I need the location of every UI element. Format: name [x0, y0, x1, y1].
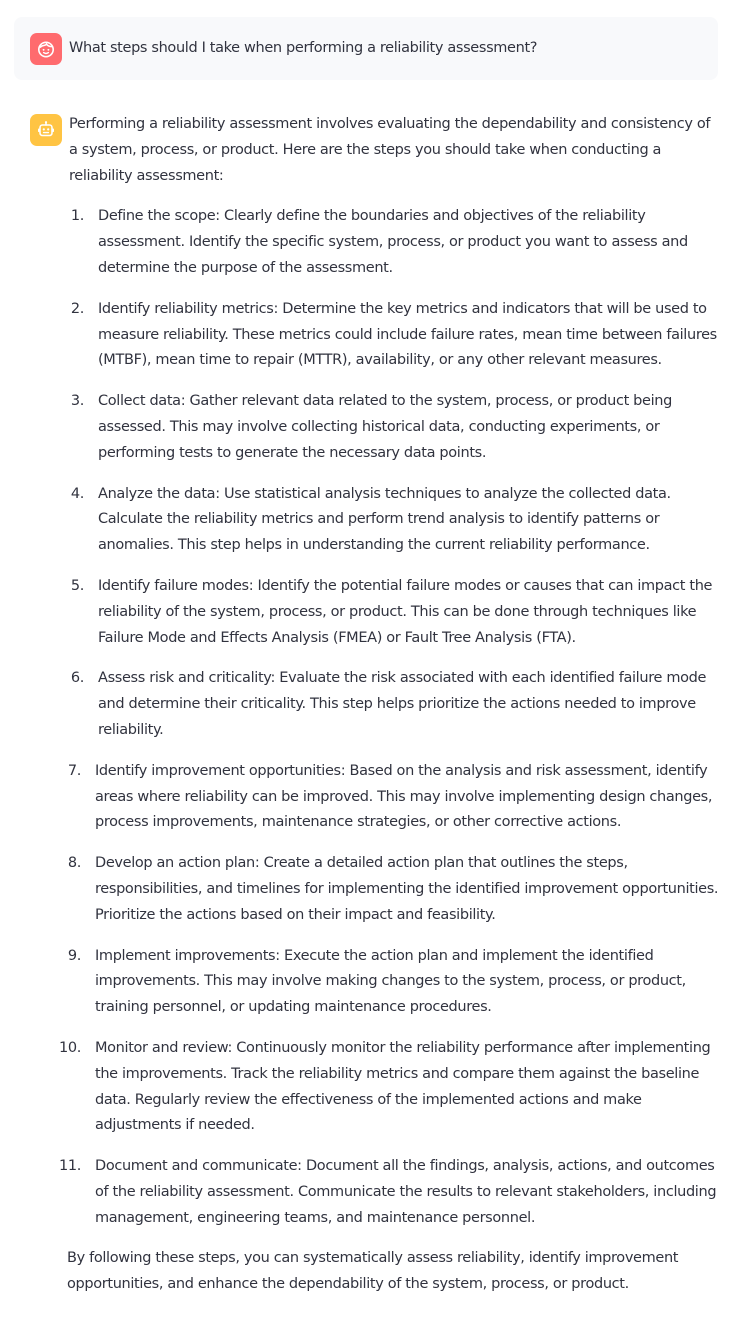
robot-icon [36, 120, 56, 140]
user-message-text: What steps should I take when performing a reliability assessment? [69, 40, 538, 56]
step-text: Implement improvements: Execute the action plan and implement the identified improvements. This may involve making changes to the system, process, or product, training personnel, or updating maintenance procedures. [95, 947, 686, 1016]
step-text: Identify reliability metrics: Determine the key metrics and indicators that will be used to measure reliability. These metrics could include failure rates, mean time between failures (MTBF), mean time to repair (MTTR), availability, or any other relevant measures. [98, 300, 717, 369]
step-number: 9. [67, 947, 81, 964]
list-item [69, 389, 719, 466]
assistant-avatar [30, 114, 62, 146]
step-number: 7. [67, 762, 81, 779]
user-face-icon [36, 39, 56, 59]
assistant-message [58, 112, 719, 1298]
assistant-outro: By following these steps, you can systematically assess reliability, identify improvement opportunities, and enhance the dependability of the system, process, or product. [67, 1250, 679, 1293]
step-number: 4. [70, 485, 84, 502]
step-number: 1. [70, 208, 84, 225]
list-item [69, 297, 719, 374]
list-item [58, 1036, 719, 1139]
step-number: 11. [58, 1158, 81, 1175]
step-number: 2. [70, 300, 84, 317]
list-item [69, 944, 719, 1021]
step-text: Identify failure modes: Identify the potential failure modes or causes that can impact the reliability of the system, process, or product. This can be done through techniques like Failure Mode and Effects Analysis (FMEA) or Fault Tree Analysis (FTA). [98, 577, 713, 646]
list-item [69, 482, 719, 559]
step-text: Monitor and review: Continuously monitor the reliability performance after implementing the improvements. Track the reliability metrics and compare them against the baseline data. Regularly review the effectiveness of the implemented actions and make adjustments if needed. [95, 1039, 711, 1134]
step-number: 10. [58, 1039, 81, 1056]
list-item [69, 204, 719, 281]
step-text: Assess risk and criticality: Evaluate the risk associated with each identified failure mode and determine their criticality. This step helps prioritize the actions needed to improve reliability. [98, 670, 707, 738]
user-avatar [30, 33, 62, 65]
steps-list [58, 204, 719, 1231]
list-item [69, 574, 719, 651]
step-text: Document and communicate: Document all the findings, analysis, actions, and outcomes of the reliability assessment. Communicate the results to relevant stakeholders, including management, engineering teams, and maintenance personnel. [95, 1158, 717, 1226]
step-number: 3. [70, 393, 84, 410]
list-item [69, 851, 719, 928]
user-message [14, 17, 718, 80]
step-text: Define the scope: Clearly define the boundaries and objectives of the reliability assessment. Identify the specific system, process, or product you want to assess and determine the purpose of the assessment. [98, 208, 688, 276]
step-number: 8. [67, 855, 81, 872]
assistant-intro: Performing a reliability assessment involves evaluating the dependability and consistency of a system, process, or product. Here are the steps you should take when conducting a reliability assessment: [69, 116, 711, 184]
list-item [69, 666, 719, 743]
step-number: 5. [70, 577, 84, 594]
list-item [58, 1154, 719, 1231]
step-text: Develop an action plan: Create a detailed action plan that outlines the steps, responsibilities, and timelines for implementing the identified improvement opportunities. Prioritize the actions based on their impact and feasibility. [95, 855, 719, 923]
step-text: Collect data: Gather relevant data related to the system, process, or product being assessed. This may involve collecting historical data, conducting experiments, or performing tests to generate the necessary data points. [98, 393, 672, 461]
step-number: 6. [70, 670, 84, 687]
list-item [69, 759, 719, 836]
step-text: Analyze the data: Use statistical analysis techniques to analyze the collected data. Calculate the reliability metrics and perform trend analysis to identify patterns or anomalies. This step helps in understanding the current reliability performance. [98, 485, 671, 554]
step-text: Identify improvement opportunities: Based on the analysis and risk assessment, identify areas where reliability can be improved. This may involve implementing design changes, process improvements, maintenance strategies, or other corrective actions. [95, 762, 713, 831]
